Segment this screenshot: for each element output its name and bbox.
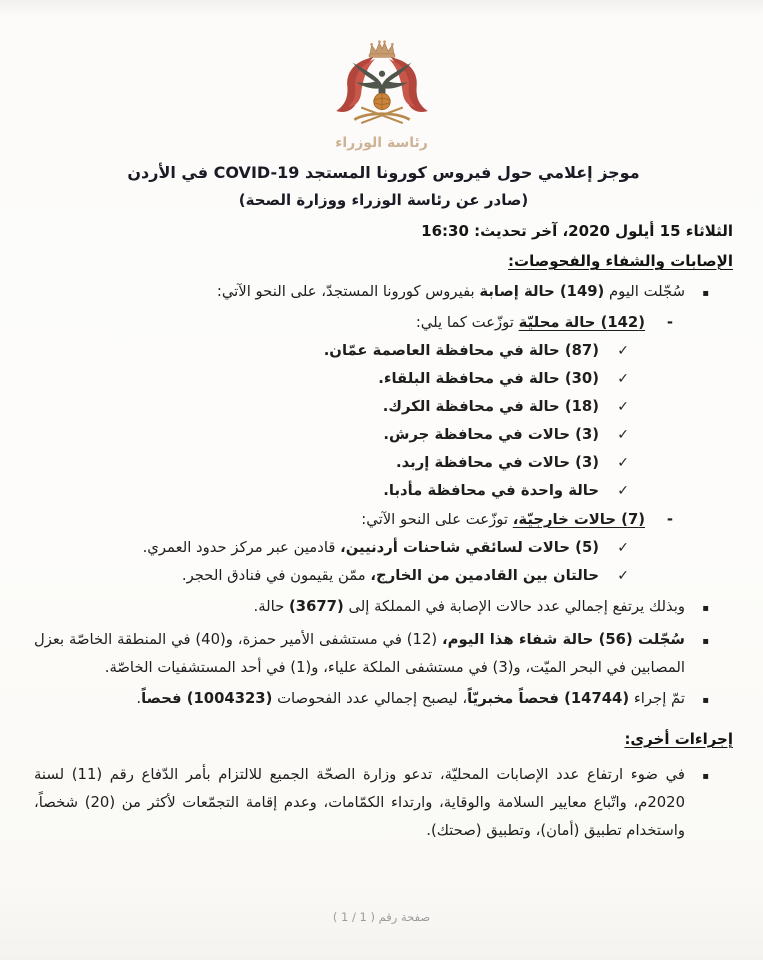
square-icon: ▪	[702, 695, 709, 706]
text-segment: .	[136, 690, 142, 707]
text-segment: وبذلك يرتفع إجمالي عدد حالات الإصابة في المملكة إلى	[343, 598, 685, 615]
check-icon: ✓	[617, 427, 629, 443]
list-item	[34, 337, 733, 365]
logo-caption: رئاسة الوزراء	[335, 135, 428, 151]
list-item	[34, 626, 733, 682]
text-segment: سُجّلت (56) حالة شفاء هذا اليوم،	[442, 631, 685, 648]
text-segment: بفيروس كورونا المستجدّ، على النحو الآتي:	[216, 283, 480, 300]
list-item	[34, 761, 733, 845]
text-segment: (3) حالات في محافظة إربد.	[396, 454, 599, 471]
list-item	[34, 593, 733, 623]
list-item-text	[34, 278, 685, 306]
document-subtitle: (صادر عن رئاسة الوزراء ووزارة الصحة)	[238, 191, 529, 209]
text-segment: تمّ إجراء	[629, 690, 685, 707]
text-segment: سُجّلت اليوم	[604, 283, 685, 300]
section	[34, 727, 733, 845]
list-item	[34, 685, 733, 715]
list-item-text	[34, 506, 645, 534]
list-item	[34, 421, 733, 449]
page-number-footer: صفحة رقم ( 1 / 1 )	[332, 910, 431, 924]
list-item-text	[34, 534, 599, 562]
check-icon: ✓	[617, 483, 629, 499]
list-item-text	[34, 449, 599, 477]
section-heading: الإصابات والشفاء والفحوصات:	[508, 252, 733, 270]
text-segment: (30) حالة في محافظة البلقاء.	[378, 370, 599, 387]
text-segment: (3) حالات في محافظة جرش.	[383, 426, 599, 443]
text-segment: توزّعت على النحو الآتي:	[361, 511, 513, 528]
text-segment: توزّعت كما يلي:	[415, 314, 519, 331]
check-icon: ✓	[617, 568, 629, 584]
text-segment: حالتان بين القادمين من الخارج،	[370, 567, 599, 584]
logo-block	[0, 0, 763, 151]
document-sections	[34, 249, 733, 845]
square-icon: ▪	[702, 636, 709, 647]
square-icon: ▪	[702, 603, 709, 614]
list-item-text	[34, 562, 599, 590]
list-item-text	[34, 626, 685, 682]
text-segment: حالة.	[253, 598, 290, 615]
square-icon: ▪	[702, 771, 709, 782]
list-item-text	[34, 421, 599, 449]
date-line: الثلاثاء 15 أيلول 2020، آخر تحديث: 16:30	[421, 222, 733, 240]
text-segment: (3677)	[289, 598, 344, 615]
text-segment: في ضوء ارتفاع عدد الإصابات المحليّة، تدعو وزارة الصحّة الجميع للالتزام بأمر الدّفاع رقم (11) لسنة 2020م، واتّباع معايير السلامة والوقاية، وارتداء الكمّامات، وعدم إقامة التجمّعات لأكثر من (20) شخصاً، واستخدام تطبيق (أمان)، وتطبيق (صحتك).	[34, 766, 685, 839]
dash-icon: -	[666, 511, 673, 528]
text-segment: قادمين عبر مركز حدود العمري.	[142, 539, 341, 556]
list-item-text	[34, 337, 599, 365]
section	[34, 249, 733, 715]
text-segment: (14744) فحصاً مخبريّاً	[467, 690, 630, 707]
list-item	[34, 365, 733, 393]
text-segment: (142) حالة محليّة	[518, 314, 645, 331]
list-item	[34, 506, 733, 534]
list-item	[34, 278, 733, 308]
list-item-text	[34, 593, 685, 621]
document-title: موجز إعلامي حول فيروس كورونا المستجد COVID-19 في الأردن	[127, 163, 640, 182]
text-segment: (87) حالة في محافظة العاصمة عمّان.	[323, 342, 599, 359]
text-segment: (5) حالات لسائقي شاحنات أردنيين،	[340, 539, 599, 556]
text-segment: (18) حالة في محافظة الكرك.	[382, 398, 599, 415]
list-item	[34, 309, 733, 337]
list-item-text	[34, 761, 685, 845]
globe-shape	[373, 93, 389, 109]
check-icon: ✓	[617, 455, 629, 471]
list-item	[34, 477, 733, 505]
list-item-text	[34, 365, 599, 393]
list-item-text	[34, 393, 599, 421]
check-icon: ✓	[617, 399, 629, 415]
crown-shape	[369, 40, 395, 57]
text-segment: (12) في مستشفى الأمير حمزة، و(40) في المنطقة الخاصّة بعزل المصابين في البحر الميّت، و(3) في مستشفى الملكة علياء، و(1) في أحد المستشفيات الخاصّة.	[34, 631, 685, 676]
list-item	[34, 449, 733, 477]
text-segment: ، ليصبح إجمالي عدد الفحوصات	[272, 690, 468, 707]
list-item	[34, 562, 733, 590]
text-segment: (1004323) فحصاً	[141, 690, 273, 707]
list-item-text	[34, 477, 599, 505]
list-item	[34, 534, 733, 562]
list-item-text	[34, 685, 685, 713]
check-icon: ✓	[617, 371, 629, 387]
check-icon: ✓	[617, 343, 629, 359]
square-icon: ▪	[702, 288, 709, 299]
list-item	[34, 393, 733, 421]
section-heading: إجراءات أخرى:	[624, 730, 733, 748]
dash-icon: -	[666, 314, 673, 331]
text-segment: (7) حالات خارجيّة،	[512, 511, 645, 528]
document-content	[0, 163, 763, 845]
text-segment: ممّن يقيمون في فنادق الحجر.	[181, 567, 371, 584]
list-item-text	[34, 309, 645, 337]
check-icon: ✓	[617, 540, 629, 556]
jordan-coat-of-arms-logo	[321, 40, 443, 130]
text-segment: حالة واحدة في محافظة مأدبا.	[383, 482, 599, 499]
text-segment: (149) حالة إصابة	[479, 283, 605, 300]
